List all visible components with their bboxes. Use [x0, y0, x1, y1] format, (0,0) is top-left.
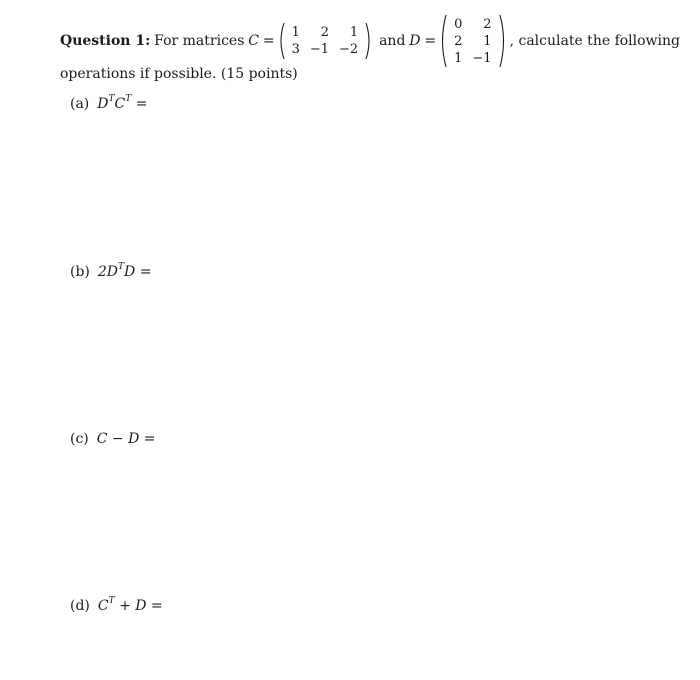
matrix-c-cell: 1: [291, 25, 300, 40]
matrix-d-cell: 1: [483, 33, 492, 49]
expr-term: C: [97, 598, 109, 614]
part-expression: [98, 264, 152, 280]
expr-term: 2D: [97, 264, 119, 280]
matrix-c-grid: [285, 24, 366, 58]
matrix-c-cell: −2: [339, 42, 359, 57]
matrix-c-name: C: [248, 33, 259, 49]
matrix-d-cell: −1: [472, 50, 492, 66]
matrix-c: [278, 22, 373, 60]
part-expression: [97, 431, 156, 447]
question-line-2: operations if possible. (15 points): [60, 66, 298, 82]
expr-equals: =: [135, 264, 152, 280]
expr-sup: T: [108, 596, 115, 606]
expr-sup: T: [118, 262, 125, 272]
matrix-d-cell: 1: [454, 50, 463, 66]
expr-equals: =: [146, 598, 163, 614]
left-paren-icon: [278, 22, 285, 60]
right-paren-icon: [499, 14, 507, 68]
matrix-d-name: D: [409, 33, 421, 49]
part-label: (c): [70, 431, 89, 447]
part-a: [70, 96, 147, 112]
question-intro: For matrices: [154, 33, 245, 49]
part-expression: [98, 598, 163, 614]
expr-term: C − D =: [96, 431, 156, 447]
expr-term: C: [114, 96, 126, 112]
matrix-d-cell: 2: [454, 33, 463, 49]
matrix-d: [439, 14, 506, 68]
expr-equals: =: [131, 96, 148, 112]
part-b: [70, 264, 151, 280]
equals-sign: =: [262, 33, 275, 49]
matrix-d-cell: 2: [483, 16, 492, 32]
part-expression: [97, 96, 147, 112]
part-c: [70, 431, 156, 447]
part-label: (a): [70, 96, 90, 112]
expr-term: + D: [114, 598, 147, 614]
matrix-c-cell: 1: [349, 25, 359, 40]
expr-sup: T: [108, 94, 115, 104]
question-header: [60, 16, 680, 66]
equals-sign: =: [424, 33, 437, 49]
expr-sup: T: [125, 94, 132, 104]
matrix-c-cell: 3: [291, 42, 300, 57]
part-label: (b): [70, 264, 90, 280]
part-d: [70, 598, 163, 614]
matrix-d-grid: [447, 16, 498, 67]
matrix-c-cell: −1: [309, 42, 330, 57]
expr-term: D: [97, 96, 109, 112]
matrix-c-cell: 2: [320, 25, 330, 40]
expr-term: D: [124, 264, 136, 280]
part-label: (d): [70, 598, 90, 614]
and-text: and: [379, 33, 406, 49]
question-label: Question 1:: [60, 33, 151, 49]
question-continuation: , calculate the following: [509, 33, 680, 49]
matrix-d-cell: 0: [454, 16, 463, 32]
right-paren-icon: [365, 22, 372, 60]
left-paren-icon: [439, 14, 447, 68]
